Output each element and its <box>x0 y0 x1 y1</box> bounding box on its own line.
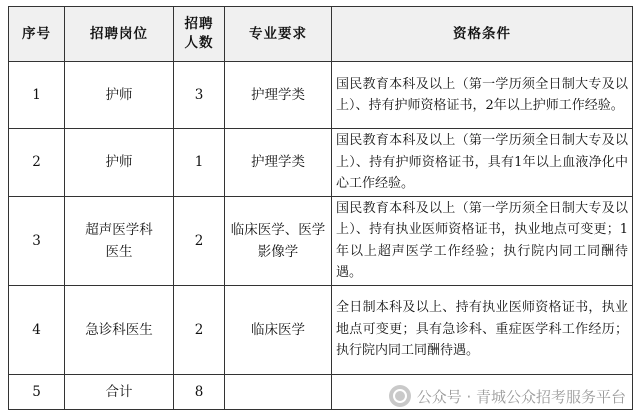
table-row <box>9 62 633 129</box>
recruitment-table-container <box>8 6 632 410</box>
watermark-text: 公众号 · 青城公众招考服务平台 <box>416 387 626 406</box>
table-row <box>9 129 633 197</box>
watermark <box>389 385 626 407</box>
wechat-icon <box>389 385 411 407</box>
cell-conditions: 国民教育本科及以上（第一学历须全日制大专及以上）、持有护师资格证书，具有1年以上血液净化中心工作经验。 <box>332 129 633 197</box>
header-count <box>174 7 225 62</box>
table-row <box>9 196 633 285</box>
header-count-label: 招聘人数 <box>184 16 214 51</box>
table-row <box>9 285 633 374</box>
cell-position: 急诊科医生 <box>65 285 174 374</box>
cell-major-text: 临床医学、医学影像学 <box>230 221 326 260</box>
cell-count: 8 <box>174 374 225 409</box>
cell-conditions: 国民教育本科及以上（第一学历须全日制大专及以上）、持有执业医师资格证书，执业地点可变更；1年以上超声医学工作经验；执行院内同工同酬待遇。 <box>332 196 633 285</box>
cell-major: 护理学类 <box>225 62 332 129</box>
cell-position <box>65 196 174 285</box>
cell-count: 3 <box>174 62 225 129</box>
table-header-row <box>9 7 633 62</box>
cell-position: 护师 <box>65 129 174 197</box>
cell-count: 2 <box>174 285 225 374</box>
header-no: 序号 <box>9 7 65 62</box>
cell-position-text: 超声医学科医生 <box>85 221 153 260</box>
cell-count: 1 <box>174 129 225 197</box>
cell-position: 合计 <box>65 374 174 409</box>
cell-count: 2 <box>174 196 225 285</box>
cell-major <box>225 374 332 409</box>
cell-position: 护师 <box>65 62 174 129</box>
cell-no: 2 <box>9 129 65 197</box>
header-major: 专业要求 <box>225 7 332 62</box>
cell-major: 护理学类 <box>225 129 332 197</box>
cell-no: 5 <box>9 374 65 409</box>
header-position: 招聘岗位 <box>65 7 174 62</box>
cell-major: 临床医学 <box>225 285 332 374</box>
cell-conditions: 国民教育本科及以上（第一学历须全日制大专及以上）、持有护师资格证书，2年以上护师工作经验。 <box>332 62 633 129</box>
cell-no: 4 <box>9 285 65 374</box>
header-conditions: 资格条件 <box>332 7 633 62</box>
cell-conditions: 全日制本科及以上、持有执业医师资格证书，执业地点可变更；具有急诊科、重症医学科工作经历；执行院内同工同酬待遇。 <box>332 285 633 374</box>
recruitment-table <box>8 6 633 410</box>
cell-major <box>225 196 332 285</box>
cell-no: 3 <box>9 196 65 285</box>
cell-no: 1 <box>9 62 65 129</box>
